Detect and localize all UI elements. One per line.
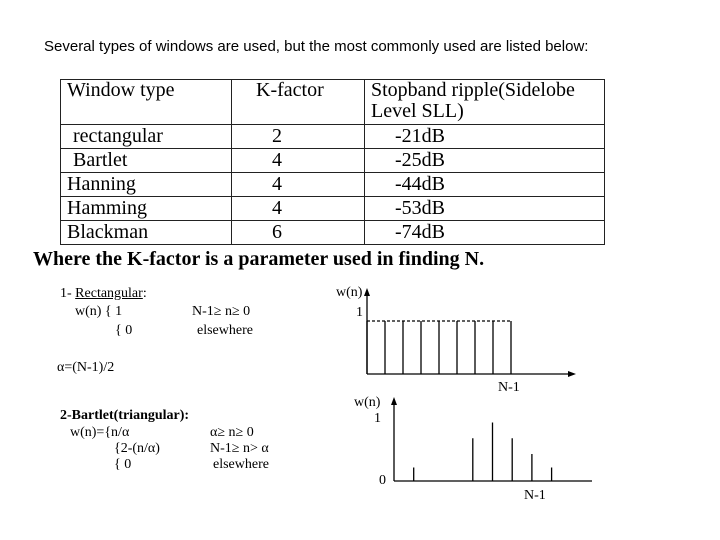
- cell-stopband: -74dB: [365, 221, 605, 245]
- cell-k-factor: 4: [232, 197, 365, 221]
- bart-eq-2: {2-(n/α): [114, 441, 160, 456]
- cell-window-type: rectangular: [61, 125, 232, 149]
- plot2-ytick-0: 0: [379, 473, 386, 488]
- cell-k-factor: 6: [232, 221, 365, 245]
- plot1-y-arrow: [364, 288, 370, 296]
- bartlet-title: 2-Bartlet(triangular):: [60, 408, 190, 423]
- cell-window-type: Bartlet: [61, 149, 232, 173]
- cell-stopband: -25dB: [365, 149, 605, 173]
- rect-eq-1: w(n) { 1: [75, 304, 123, 319]
- intro-text: Several types of windows are used, but the most commonly used are listed below:: [44, 38, 589, 55]
- plot1-ytick: 1: [356, 305, 363, 320]
- rect-cond-1: N-1≥ n≥ 0: [192, 304, 251, 319]
- cell-k-factor: 4: [232, 173, 365, 197]
- cell-k-factor: 2: [232, 125, 365, 149]
- plot2-xtick: N-1: [524, 488, 546, 503]
- plot2-ylabel: w(n): [354, 395, 381, 410]
- cell-stopband: -21dB: [365, 125, 605, 149]
- header-window-type: Window type: [61, 80, 232, 125]
- rect-num: 1-: [60, 286, 76, 301]
- plot2-y-arrow: [391, 397, 397, 405]
- bart-eq-3: { 0: [114, 457, 132, 472]
- header-stopband: Stopband ripple(Sidelobe Level SLL): [365, 80, 605, 125]
- plot1-xtick: N-1: [498, 380, 520, 395]
- cell-window-type: Blackman: [61, 221, 232, 245]
- plot2-ytick-1: 1: [374, 411, 381, 426]
- alpha-def: α=(N-1)/2: [57, 360, 115, 375]
- bart-eq-1: w(n)={n/α: [70, 425, 130, 440]
- plot1-x-arrow: [568, 371, 576, 377]
- cell-window-type: Hanning: [61, 173, 232, 197]
- cell-stopband: -53dB: [365, 197, 605, 221]
- bart-cond-2: N-1≥ n> α: [210, 441, 269, 456]
- rect-colon: :: [142, 286, 147, 301]
- bart-cond-1: α≥ n≥ 0: [210, 425, 254, 440]
- header-k-factor: K-factor: [232, 80, 365, 125]
- bart-cond-3: elsewhere: [213, 457, 269, 472]
- rect-eq-2: { 0: [115, 323, 133, 338]
- rect-cond-2: elsewhere: [197, 323, 253, 338]
- cell-k-factor: 4: [232, 149, 365, 173]
- plot1-ylabel: w(n): [336, 285, 363, 300]
- k-factor-note: Where the K-factor is a parameter used in finding N.: [33, 248, 485, 270]
- cell-stopband: -44dB: [365, 173, 605, 197]
- rect-title-text: Rectangular: [75, 286, 143, 301]
- cell-window-type: Hamming: [61, 197, 232, 221]
